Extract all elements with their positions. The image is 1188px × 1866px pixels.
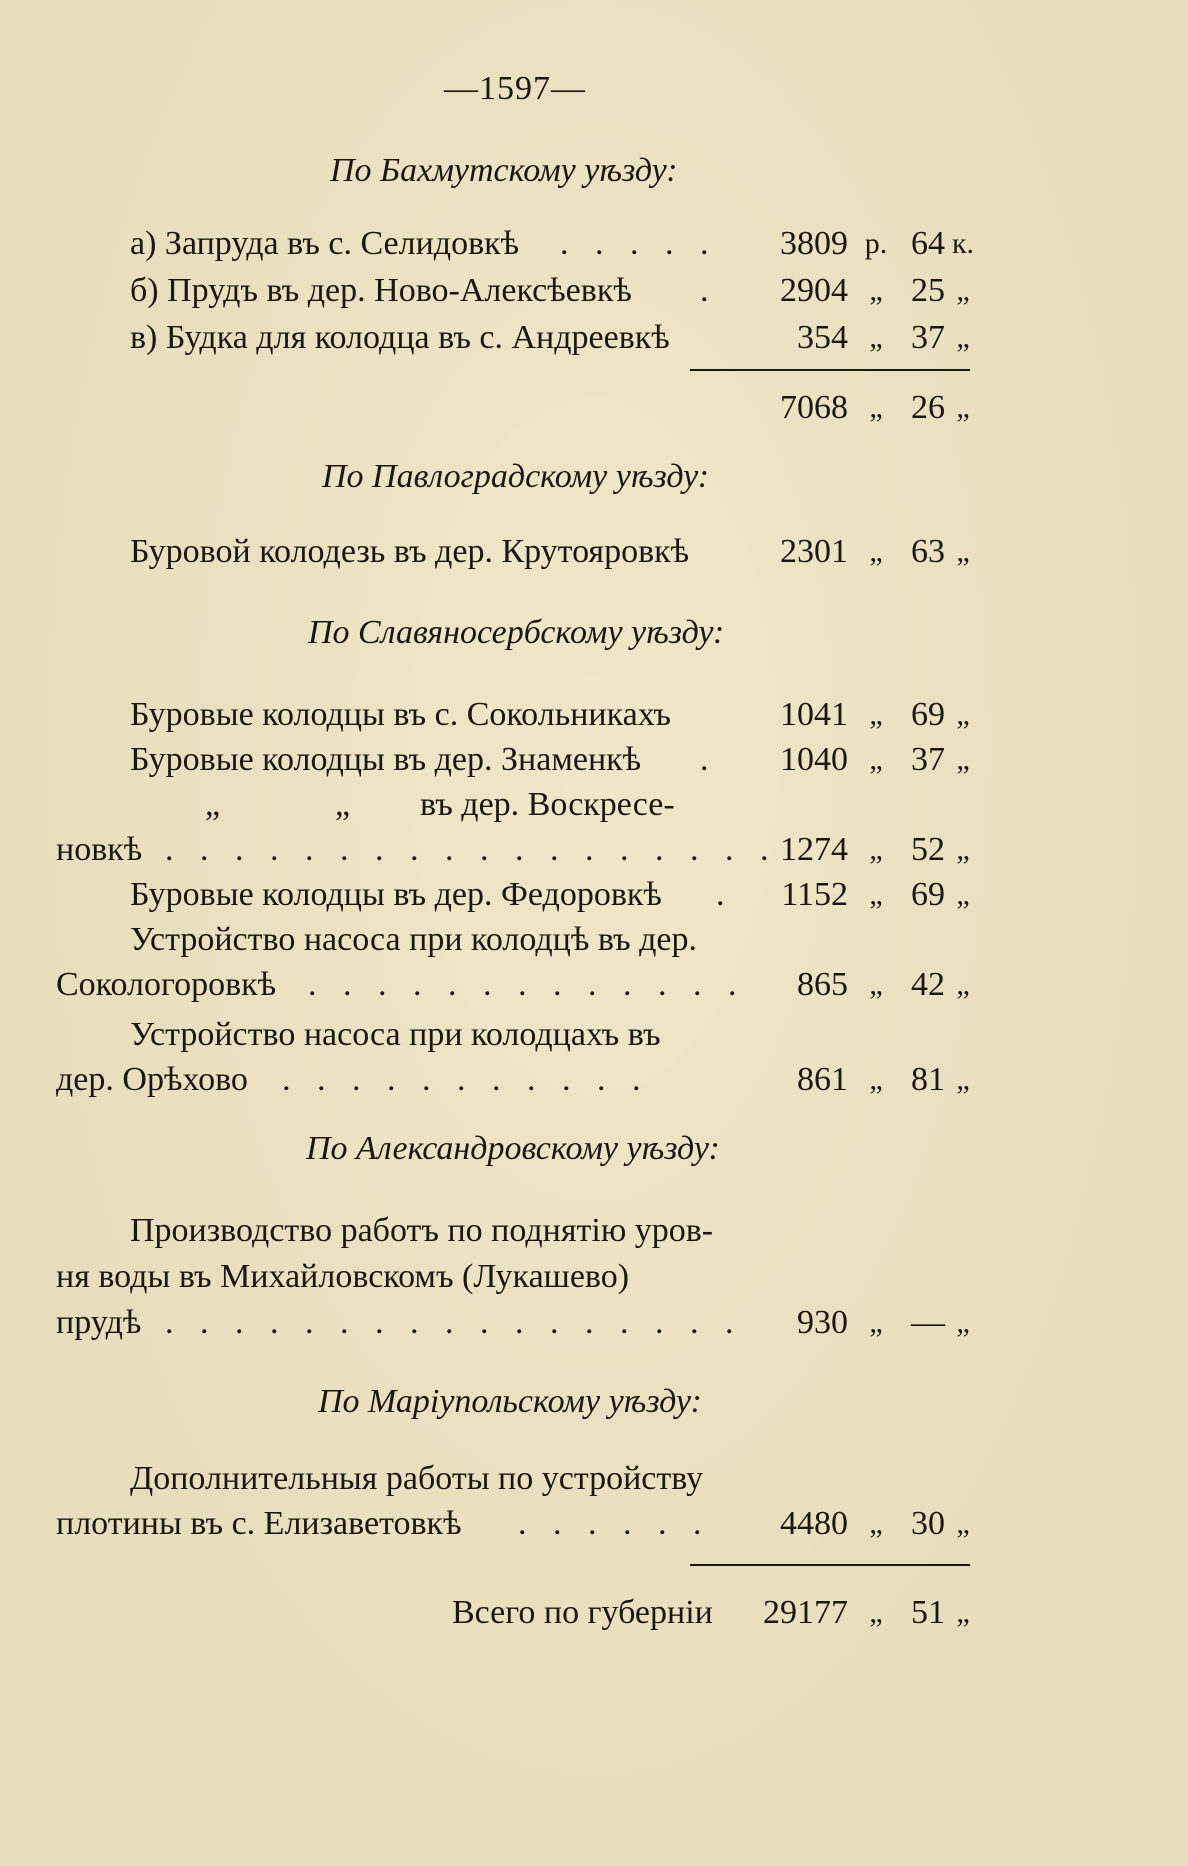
ditto-mark: „ [335, 786, 351, 823]
amount-rubles: 1274 [780, 831, 848, 868]
amount-rubles: 930 [797, 1304, 848, 1341]
unit-kopecks: „ [956, 321, 970, 354]
leader-dots: . . . . . . . . . . . . . [308, 966, 746, 1003]
leader-dots: . . . . . [560, 225, 718, 262]
amount-kopecks: 81 [911, 1061, 945, 1098]
row-label-continued: ня воды въ Михайловскомъ (Лукашево) [56, 1258, 630, 1295]
unit-rubles: „ [869, 1306, 883, 1339]
subtotal-row [0, 385, 1188, 431]
row-label-continued: дер. Орѣхово [56, 1061, 248, 1098]
amount-rubles: 861 [797, 1061, 848, 1098]
table-row [0, 529, 1188, 575]
amount-rubles: 3809 [780, 225, 848, 262]
amount-kopecks: 26 [911, 389, 945, 426]
table-row [0, 1300, 1188, 1346]
amount-kopecks: — [911, 1304, 945, 1341]
leader-dots: . . . . . . . . . . . . . . . . . . [165, 831, 778, 868]
amount-kopecks: 37 [911, 319, 945, 356]
row-label: а) Запруда въ с. Селидовкѣ [130, 225, 520, 262]
unit-kopecks: „ [956, 1507, 970, 1540]
unit-rubles: „ [869, 833, 883, 866]
unit-kopecks: „ [956, 274, 970, 307]
amount-kopecks: 63 [911, 533, 945, 570]
amount-kopecks: 52 [911, 831, 945, 868]
amount-kopecks: 30 [911, 1505, 945, 1542]
amount-rubles: 1041 [780, 696, 848, 733]
section-heading-aleksandrov: По Александровскому уѣзду: [306, 1130, 720, 1167]
amount-kopecks: 25 [911, 272, 945, 309]
leader-dots: . . . . . . [518, 1505, 711, 1542]
table-row [0, 315, 1188, 361]
unit-rubles: р. [864, 227, 888, 260]
row-label: Буровой колодезь въ дер. Крутояровкѣ [130, 533, 690, 570]
table-row [0, 872, 1188, 918]
table-row [0, 1501, 1188, 1547]
amount-kopecks: 64 [911, 225, 945, 262]
unit-rubles: „ [869, 321, 883, 354]
table-row [0, 827, 1188, 873]
table-row [0, 962, 1188, 1008]
table-row-label-line [0, 917, 1188, 963]
leader-dots: . [700, 272, 718, 309]
section-heading-pavlograd: По Павлоградскому уѣзду: [322, 458, 710, 495]
row-label: Производство работъ по поднятію уров- [130, 1212, 714, 1249]
section-heading-bakhmut: По Бахмутскому уѣзду: [330, 152, 678, 189]
table-row-label-line [0, 1456, 1188, 1502]
total-row [0, 1590, 1188, 1636]
table-row-label-line [0, 1208, 1188, 1254]
table-row-label-line [0, 1254, 1188, 1300]
row-label: Дополнительныя работы по устройству [130, 1460, 704, 1497]
table-row [0, 692, 1188, 738]
amount-kopecks: 42 [911, 966, 945, 1003]
sum-rule [690, 1564, 970, 1566]
row-label: Устройство насоса при колодцахъ въ [130, 1016, 661, 1053]
row-label: Устройство насоса при колодцѣ въ дер. [130, 921, 697, 958]
row-label-continued: Сокологоровкѣ [56, 966, 277, 1003]
unit-rubles: „ [869, 878, 883, 911]
amount-rubles: 1152 [781, 876, 848, 913]
page-number: —1597— [444, 70, 586, 107]
amount-rubles: 4480 [780, 1505, 848, 1542]
amount-rubles: 865 [797, 966, 848, 1003]
unit-rubles: „ [869, 274, 883, 307]
table-row [0, 221, 1188, 267]
unit-rubles: „ [869, 391, 883, 424]
row-label: Буровые колодцы въ с. Сокольникахъ [130, 696, 671, 733]
unit-rubles: „ [869, 1063, 883, 1096]
table-row [0, 1057, 1188, 1103]
amount-kopecks: 69 [911, 876, 945, 913]
section-heading-slavyanoserb: По Славяносербскому уѣзду: [308, 614, 725, 651]
leader-dots: . . . . . . . . . . . . . . . . . [165, 1304, 743, 1341]
unit-rubles: „ [869, 1596, 883, 1629]
unit-rubles: „ [869, 968, 883, 1001]
table-row [0, 737, 1188, 783]
unit-kopecks: „ [956, 535, 970, 568]
unit-kopecks: к. [951, 227, 975, 260]
amount-kopecks: 37 [911, 741, 945, 778]
unit-kopecks: „ [956, 1596, 970, 1629]
amount-rubles: 2301 [780, 533, 848, 570]
unit-kopecks: „ [956, 878, 970, 911]
amount-rubles: 29177 [763, 1594, 848, 1631]
row-label-continued: прудѣ [56, 1304, 142, 1341]
amount-rubles: 1040 [780, 741, 848, 778]
unit-kopecks: „ [956, 391, 970, 424]
row-label: Буровые колодцы въ дер. Знаменкѣ [130, 741, 642, 778]
ditto-mark: „ [205, 786, 221, 823]
table-row [0, 268, 1188, 314]
sum-rule [690, 369, 970, 371]
unit-kopecks: „ [956, 698, 970, 731]
amount-kopecks: 69 [911, 696, 945, 733]
unit-kopecks: „ [956, 743, 970, 776]
row-label: в) Будка для колодца въ с. Андреевкѣ [130, 319, 670, 356]
unit-kopecks: „ [956, 1063, 970, 1096]
unit-kopecks: „ [956, 1306, 970, 1339]
unit-rubles: „ [869, 1507, 883, 1540]
unit-kopecks: „ [956, 833, 970, 866]
row-label: въ дер. Воскресе- [420, 786, 675, 823]
row-label-continued: плотины въ с. Елизаветовкѣ [56, 1505, 462, 1542]
row-label: б) Прудъ въ дер. Ново-Алексѣевкѣ [130, 272, 632, 309]
row-label-continued: новкѣ [56, 831, 143, 868]
leader-dots: . [700, 741, 718, 778]
row-label: Буровые колодцы въ дер. Федоровкѣ [130, 876, 662, 913]
unit-rubles: „ [869, 743, 883, 776]
total-label: Всего по губерніи [452, 1594, 713, 1631]
unit-rubles: „ [869, 535, 883, 568]
table-row-label-line [0, 1012, 1188, 1058]
amount-rubles: 2904 [780, 272, 848, 309]
section-heading-mariupol: По Маріупольскому уѣзду: [318, 1383, 702, 1420]
amount-rubles: 354 [797, 319, 848, 356]
table-row-label-line [0, 782, 1188, 828]
amount-rubles: 7068 [780, 389, 848, 426]
unit-kopecks: „ [956, 968, 970, 1001]
leader-dots: . . . . . . . . . . . [282, 1061, 650, 1098]
unit-rubles: „ [869, 698, 883, 731]
amount-kopecks: 51 [911, 1594, 945, 1631]
leader-dots: . [716, 876, 734, 913]
